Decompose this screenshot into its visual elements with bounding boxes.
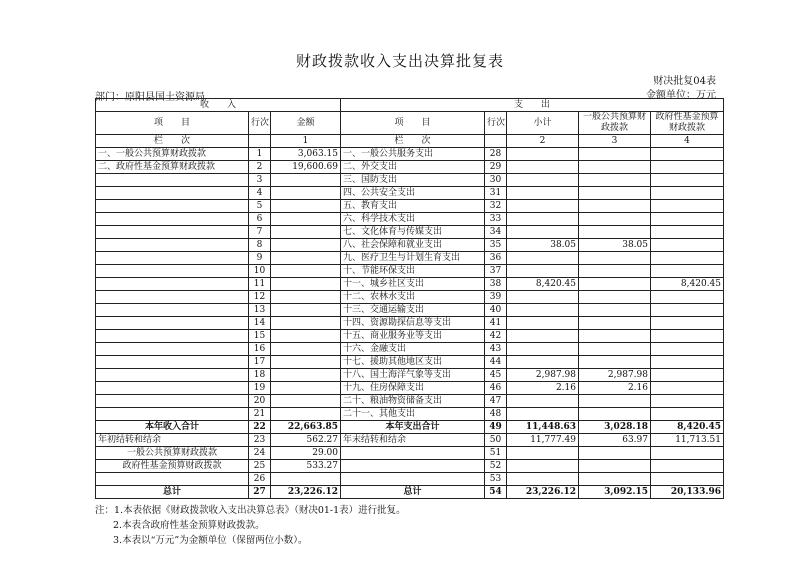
income-item (96, 200, 249, 213)
expense-item: 八、社会保障和就业支出 (341, 239, 485, 252)
fund-budget-amount (651, 408, 724, 421)
general-budget-amount (579, 460, 651, 473)
income-item (96, 382, 249, 395)
income-line-no: 14 (249, 317, 271, 330)
subtotal-amount (507, 161, 579, 174)
fund-budget-amount: 11,713.51 (651, 434, 724, 447)
general-budget-amount: 2,987.98 (579, 369, 651, 382)
expense-item: 九、医疗卫生与计划生育支出 (341, 252, 485, 265)
fund-budget-amount (651, 395, 724, 408)
income-amount: 3,063.15 (271, 148, 341, 161)
income-amount (271, 213, 341, 226)
subtotal-amount (507, 200, 579, 213)
expense-item: 十三、交通运输支出 (341, 304, 485, 317)
subtotal-amount: 2,987.98 (507, 369, 579, 382)
income-item (96, 408, 249, 421)
income-amount (271, 330, 341, 343)
income-item (96, 343, 249, 356)
expense-item: 四、公共安全支出 (341, 187, 485, 200)
table-row (96, 330, 724, 343)
fund-budget-amount (651, 343, 724, 356)
income-item (96, 473, 249, 486)
general-budget-amount: 63.97 (579, 434, 651, 447)
income-item (96, 252, 249, 265)
income-item: 一、一般公共预算财政拨款 (96, 148, 249, 161)
expense-item: 六、科学技术支出 (341, 213, 485, 226)
income-line-no: 8 (249, 239, 271, 252)
table-row (96, 356, 724, 369)
table-row (96, 369, 724, 382)
general-budget-amount (579, 148, 651, 161)
expense-item: 三、国防支出 (341, 174, 485, 187)
expense-item: 十四、资源勘探信息等支出 (341, 317, 485, 330)
expense-line-no: 34 (485, 226, 507, 239)
general-budget-header: 一般公共预算财政拨款 (579, 112, 651, 135)
income-amount (271, 265, 341, 278)
income-line-no: 18 (249, 369, 271, 382)
table-row (96, 395, 724, 408)
income-line-no: 4 (249, 187, 271, 200)
expense-line-no: 30 (485, 174, 507, 187)
table-row (96, 460, 724, 473)
subtotal-amount (507, 226, 579, 239)
table-row (96, 148, 724, 161)
table-row (96, 343, 724, 356)
income-line-no: 15 (249, 330, 271, 343)
income-amount (271, 382, 341, 395)
fund-budget-amount (651, 226, 724, 239)
income-line-no: 11 (249, 278, 271, 291)
general-budget-amount (579, 252, 651, 265)
fund-budget-amount (651, 356, 724, 369)
table-row (96, 226, 724, 239)
income-item-header: 项 目 (96, 112, 249, 135)
income-amount (271, 187, 341, 200)
income-line-no: 3 (249, 174, 271, 187)
table-row (96, 421, 724, 434)
income-amount (271, 174, 341, 187)
subtotal-amount (507, 395, 579, 408)
expense-item (341, 460, 485, 473)
income-item (96, 330, 249, 343)
expense-item: 十七、援助其他地区支出 (341, 356, 485, 369)
general-budget-amount (579, 265, 651, 278)
income-amount (271, 252, 341, 265)
income-line-no: 24 (249, 447, 271, 460)
expense-line-no: 53 (485, 473, 507, 486)
expense-line-no: 43 (485, 343, 507, 356)
expense-line-no: 48 (485, 408, 507, 421)
table-row (96, 291, 724, 304)
expense-item: 二、外交支出 (341, 161, 485, 174)
fund-budget-amount (651, 161, 724, 174)
expense-item: 总计 (341, 486, 485, 499)
table-row (96, 161, 724, 174)
expense-line-header: 行次 (485, 112, 507, 135)
fund-budget-header: 政府性基金预算财政拨款 (651, 112, 724, 135)
income-line-no: 1 (249, 148, 271, 161)
table-row (96, 447, 724, 460)
subtotal-amount (507, 447, 579, 460)
expense-line-no: 33 (485, 213, 507, 226)
general-budget-amount (579, 174, 651, 187)
subtotal-header: 小计 (507, 112, 579, 135)
subtotal-amount (507, 291, 579, 304)
subtotal-amount: 11,777.49 (507, 434, 579, 447)
income-line-no: 2 (249, 161, 271, 174)
income-item (96, 395, 249, 408)
subtotal-amount (507, 473, 579, 486)
general-budget-amount (579, 473, 651, 486)
general-budget-amount (579, 356, 651, 369)
income-line-no: 10 (249, 265, 271, 278)
income-column-label: 栏 次 (96, 135, 249, 148)
income-item (96, 369, 249, 382)
expense-line-no: 37 (485, 265, 507, 278)
income-line-no: 22 (249, 421, 271, 434)
expense-line-no: 54 (485, 486, 507, 499)
general-budget-amount (579, 187, 651, 200)
expense-item: 一、一般公共服务支出 (341, 148, 485, 161)
fund-budget-amount: 8,420.45 (651, 278, 724, 291)
fund-budget-amount (651, 317, 724, 330)
income-line-no: 6 (249, 213, 271, 226)
income-item (96, 174, 249, 187)
expense-item: 十一、城乡社区支出 (341, 278, 485, 291)
fund-budget-amount (651, 252, 724, 265)
expense-item (341, 447, 485, 460)
income-item: 本年收入合计 (96, 421, 249, 434)
income-line-no: 16 (249, 343, 271, 356)
expense-line-no: 28 (485, 148, 507, 161)
expense-item: 十六、金融支出 (341, 343, 485, 356)
expense-item: 年末结转和结余 (341, 434, 485, 447)
income-amount (271, 473, 341, 486)
expense-item: 二十、粮油物资储备支出 (341, 395, 485, 408)
expense-line-no: 39 (485, 291, 507, 304)
general-budget-amount (579, 213, 651, 226)
note-2: 2.本表含政府性基金预算财政拨款。 (113, 520, 265, 531)
empty-cell (485, 135, 507, 148)
general-budget-amount (579, 304, 651, 317)
expense-item: 十、节能环保支出 (341, 265, 485, 278)
fund-budget-amount (651, 304, 724, 317)
income-item (96, 239, 249, 252)
expense-line-no: 42 (485, 330, 507, 343)
general-budget-amount (579, 291, 651, 304)
general-budget-amount (579, 330, 651, 343)
income-amount (271, 291, 341, 304)
income-amount: 23,226.12 (271, 486, 341, 499)
income-amount (271, 317, 341, 330)
expense-line-no: 32 (485, 200, 507, 213)
table-row (96, 408, 724, 421)
income-line-no: 7 (249, 226, 271, 239)
subtotal-amount (507, 148, 579, 161)
general-budget-amount (579, 161, 651, 174)
form-code: 财决批复04表 (653, 76, 716, 87)
income-line-no: 25 (249, 460, 271, 473)
expense-column-label: 栏 次 (341, 135, 485, 148)
note-1: 注：1.本表依据《财政拨款收入支出决算总表》（财决01-1表）进行批复。 (95, 505, 406, 516)
income-amount: 22,663.85 (271, 421, 341, 434)
unit-label: 金额单位：万元 (646, 90, 716, 101)
expense-item: 十二、农林水支出 (341, 291, 485, 304)
income-line-no: 19 (249, 382, 271, 395)
column-number-row (96, 135, 724, 148)
income-amount (271, 239, 341, 252)
income-item: 政府性基金预算财政拨款 (96, 460, 249, 473)
fund-budget-amount (651, 291, 724, 304)
general-budget-amount (579, 408, 651, 421)
subtotal-amount (507, 187, 579, 200)
notes (95, 503, 406, 548)
fund-budget-amount (651, 460, 724, 473)
fund-budget-amount: 20,133.96 (651, 486, 724, 499)
income-line-no: 13 (249, 304, 271, 317)
table-row (96, 304, 724, 317)
table-row (96, 473, 724, 486)
income-amount (271, 369, 341, 382)
income-amount (271, 343, 341, 356)
expense-line-no: 46 (485, 382, 507, 395)
expense-line-no: 40 (485, 304, 507, 317)
general-budget-amount (579, 226, 651, 239)
column-header-row (96, 112, 724, 135)
fund-budget-amount: 8,420.45 (651, 421, 724, 434)
general-budget-amount: 2.16 (579, 382, 651, 395)
fund-budget-amount (651, 200, 724, 213)
col1-number: 1 (271, 135, 341, 148)
income-item (96, 265, 249, 278)
table-row (96, 174, 724, 187)
subtotal-amount (507, 174, 579, 187)
table-row (96, 382, 724, 395)
subtotal-amount: 11,448.63 (507, 421, 579, 434)
fund-budget-amount (651, 473, 724, 486)
income-line-no: 27 (249, 486, 271, 499)
col2-number: 2 (507, 135, 579, 148)
expense-line-no: 36 (485, 252, 507, 265)
income-line-no: 20 (249, 395, 271, 408)
fund-budget-amount (651, 187, 724, 200)
fund-budget-amount (651, 174, 724, 187)
fund-budget-amount (651, 265, 724, 278)
section-header-row (96, 99, 724, 112)
expense-item (341, 473, 485, 486)
general-budget-amount (579, 447, 651, 460)
income-amount (271, 226, 341, 239)
subtotal-amount (507, 343, 579, 356)
note-3: 3.本表以“万元”为金额单位（保留两位小数）。 (113, 535, 308, 546)
income-amount: 29.00 (271, 447, 341, 460)
fund-budget-amount (651, 213, 724, 226)
income-item (96, 304, 249, 317)
expense-line-no: 35 (485, 239, 507, 252)
table-row (96, 278, 724, 291)
general-budget-amount (579, 395, 651, 408)
table-row (96, 187, 724, 200)
general-budget-amount: 38.05 (579, 239, 651, 252)
subtotal-amount (507, 317, 579, 330)
income-line-no: 9 (249, 252, 271, 265)
fund-budget-amount (651, 239, 724, 252)
expense-line-no: 38 (485, 278, 507, 291)
income-amount: 562.27 (271, 434, 341, 447)
expense-section-header: 支 出 (341, 99, 724, 112)
department-label: 部门：原阳县国土资源局 (95, 92, 205, 103)
income-item (96, 187, 249, 200)
income-section-header: 收 入 (96, 99, 341, 112)
income-amount-header: 金额 (271, 112, 341, 135)
general-budget-amount: 3,092.15 (579, 486, 651, 499)
income-item (96, 356, 249, 369)
subtotal-amount (507, 460, 579, 473)
fund-budget-amount (651, 382, 724, 395)
expense-item: 十五、商业服务业等支出 (341, 330, 485, 343)
income-amount (271, 395, 341, 408)
subtotal-amount: 38.05 (507, 239, 579, 252)
income-line-no: 17 (249, 356, 271, 369)
table-row (96, 434, 724, 447)
income-line-no: 26 (249, 473, 271, 486)
expense-line-no: 29 (485, 161, 507, 174)
income-item (96, 291, 249, 304)
general-budget-amount (579, 200, 651, 213)
expense-line-no: 47 (485, 395, 507, 408)
expense-item: 七、文化体育与传媒支出 (341, 226, 485, 239)
fund-budget-amount (651, 369, 724, 382)
table-row (96, 252, 724, 265)
income-amount (271, 304, 341, 317)
col4-number: 4 (651, 135, 724, 148)
expense-item: 五、教育支出 (341, 200, 485, 213)
expense-item-header: 项 目 (341, 112, 485, 135)
expense-line-no: 50 (485, 434, 507, 447)
expense-line-no: 31 (485, 187, 507, 200)
budget-table (95, 98, 724, 499)
general-budget-amount: 3,028.18 (579, 421, 651, 434)
income-item (96, 226, 249, 239)
income-line-no: 23 (249, 434, 271, 447)
income-item (96, 213, 249, 226)
expense-item: 本年支出合计 (341, 421, 485, 434)
table-row (96, 486, 724, 499)
subtotal-amount (507, 330, 579, 343)
income-item: 一般公共预算财政拨款 (96, 447, 249, 460)
fund-budget-amount (651, 148, 724, 161)
subtotal-amount (507, 304, 579, 317)
subtotal-amount (507, 408, 579, 421)
expense-line-no: 44 (485, 356, 507, 369)
income-amount (271, 278, 341, 291)
empty-cell (249, 135, 271, 148)
table-row (96, 317, 724, 330)
expense-line-no: 45 (485, 369, 507, 382)
subtotal-amount: 23,226.12 (507, 486, 579, 499)
table-row (96, 265, 724, 278)
expense-line-no: 51 (485, 447, 507, 460)
fund-budget-amount (651, 447, 724, 460)
income-item: 年初结转和结余 (96, 434, 249, 447)
subtotal-amount (507, 265, 579, 278)
expense-item: 二十一、其他支出 (341, 408, 485, 421)
subtotal-amount: 8,420.45 (507, 278, 579, 291)
subtotal-amount (507, 356, 579, 369)
income-line-no: 21 (249, 408, 271, 421)
subtotal-amount (507, 252, 579, 265)
income-amount (271, 200, 341, 213)
expense-line-no: 41 (485, 317, 507, 330)
subtotal-amount (507, 213, 579, 226)
fund-budget-amount (651, 330, 724, 343)
income-line-header: 行次 (249, 112, 271, 135)
income-item: 二、政府性基金预算财政拨款 (96, 161, 249, 174)
table-row (96, 239, 724, 252)
income-line-no: 5 (249, 200, 271, 213)
table-row (96, 200, 724, 213)
expense-line-no: 52 (485, 460, 507, 473)
document-title: 财政拨款收入支出决算批复表 (295, 52, 504, 70)
general-budget-amount (579, 343, 651, 356)
col3-number: 3 (579, 135, 651, 148)
income-item (96, 278, 249, 291)
subtotal-amount: 2.16 (507, 382, 579, 395)
income-amount: 533.27 (271, 460, 341, 473)
income-amount (271, 356, 341, 369)
general-budget-amount (579, 317, 651, 330)
income-line-no: 12 (249, 291, 271, 304)
table-row (96, 213, 724, 226)
general-budget-amount (579, 278, 651, 291)
income-amount (271, 408, 341, 421)
income-amount: 19,600.69 (271, 161, 341, 174)
expense-line-no: 49 (485, 421, 507, 434)
income-item: 总计 (96, 486, 249, 499)
income-item (96, 317, 249, 330)
expense-item: 十九、住房保障支出 (341, 382, 485, 395)
expense-item: 十八、国土海洋气象等支出 (341, 369, 485, 382)
